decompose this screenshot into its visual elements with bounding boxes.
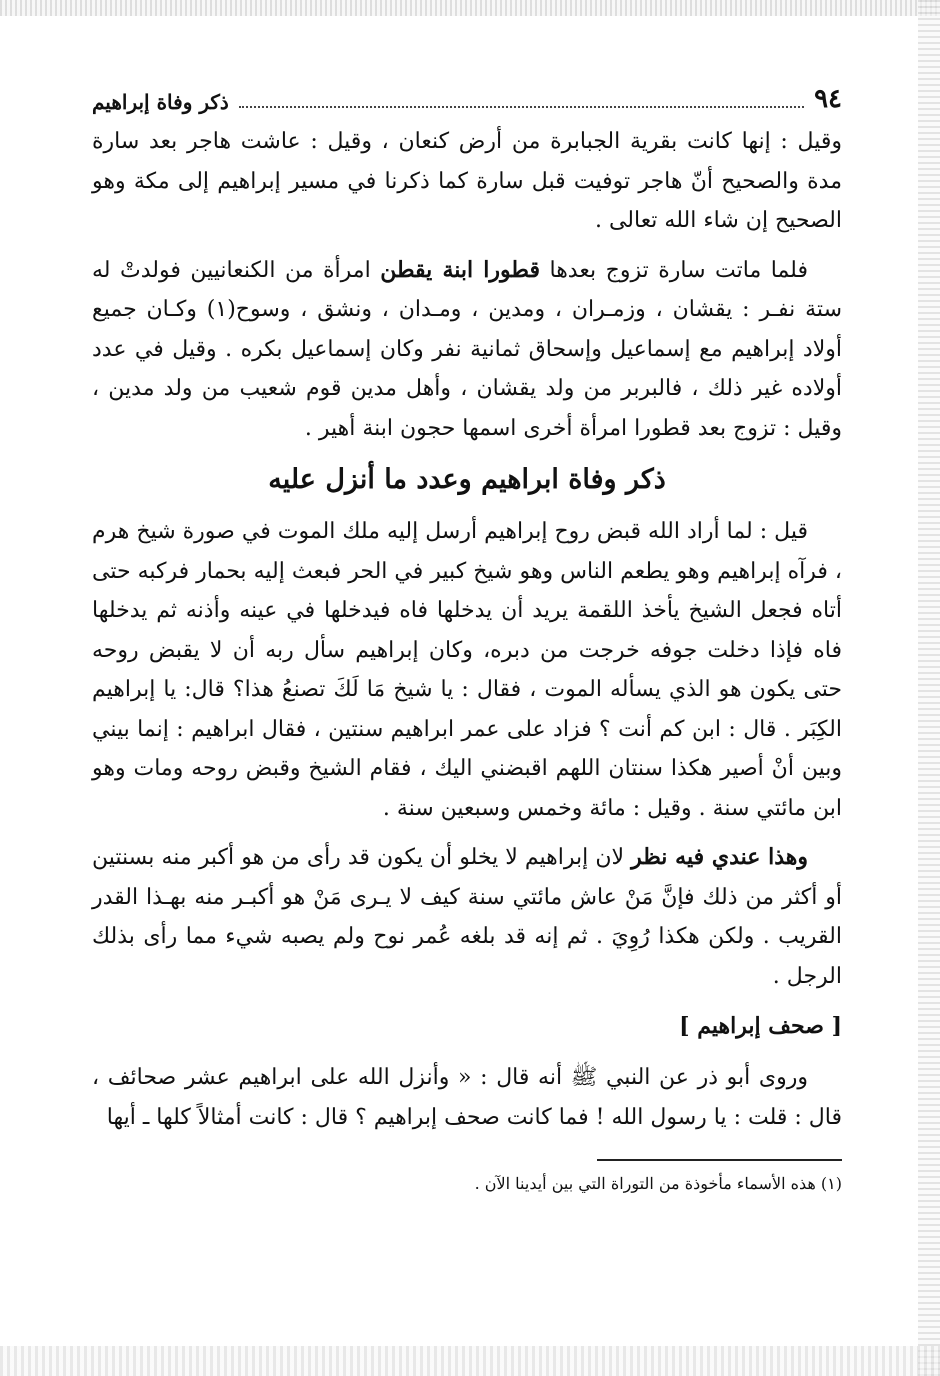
paragraph-author-comment <box>92 838 842 996</box>
paragraph-death-story: قيل : لما أراد الله قبض روح إبراهيم أرسل إليه ملك الموت في صورة شيخ هرم ، فرآه إبراهيم وهو يطعم الناس وهو شيخ كبير في الحر فبعث إليه بحمار فركبه حتى أتاه فجعل الشيخ يأخذ اللقمة يريد أن يدخلها فاه فيدخلها في عينه وأذنه ثم يدخلها فاه فإذا دخلت جوفه خرجت من دبره، وكان إبراهيم سأل ربه أن لا يقبض روحه حتى يكون هو الذي يسأله الموت ، فقال : يا شيخ مَا لَكَ تصنعُ هذا؟ قال: يا إبراهيم الكِبَر . قال : ابن كم أنت ؟ فزاد على عمر ابراهيم سنتين ، فقال ابراهيم : إنما بيني وبين أنْ أصير هكذا سنتان اللهم اقبضني اليك ، فقام الشيخ وقبض روحه ومات وهو ابن مائتي سنة . وقيل : مائة وخمس وسبعين سنة . <box>92 519 842 821</box>
paragraph-text: فلما ماتت سارة تزوج بعدها <box>539 257 808 283</box>
page-number: ٩٤ <box>814 84 842 114</box>
paragraph-qatura-marriage <box>92 251 842 449</box>
book-page <box>92 78 842 1197</box>
page-scan-border-bottom <box>0 1346 940 1376</box>
bold-name-qatura: قطورا ابنة يقطن <box>380 256 540 283</box>
bold-comment-lead: وهذا عندي فيه نظر <box>631 844 809 870</box>
subheading-scrolls: [ صحف إبراهيم ] <box>679 1013 842 1039</box>
section-heading: ذكر وفاة ابراهيم وعدد ما أنزل عليه <box>268 464 666 495</box>
page-scan-border-top <box>0 0 940 16</box>
page-scan-border-right <box>918 0 940 1376</box>
paragraph-scrolls-hadith: وروى أبو ذر عن النبي ﷺ أنه قال : « وأنزل الله على ابراهيم عشر صحائف ، قال : قلت : يا رسول الله ! فما كانت صحف إبراهيم ؟ قال : كانت أمثالاً كلها ـ أيها <box>92 1065 842 1130</box>
running-title: ذكر وفاة إبراهيم <box>92 90 229 114</box>
paragraph-text: امرأة من الكنعانيين فولدتْ له ستة نفـر : يقشان ، وزمـران ، ومدين ، ومـدان ، ونشق ، وسوح(١) وكـان جميع أولاد إبراهيم مع إسماعيل وإسحاق ثمانية نفر وكان إسماعيل بكره . وقيل في عدد أولاده غير ذلك ، فالبربر من ولد يقشان ، وأهل مدين قوم شعيب من ولد مدين ، وقيل : تزوج بعد قطورا امرأة أخرى اسمها حجون ابنة أهير . <box>92 257 843 441</box>
paragraph-text: لان إبراهيم لا يخلو أن يكون قد رأى من هو أكبر منه بسنتين أو أكثر من ذلك فإنَّ مَنْ عاش مائتي سنة كيف لا يـرى مَنْ هو أكبـر منه بهـذا القدر القريب . ولكن هكذا رُوِيَ . ثم إنه قد بلغه عُمر نوح ولم يصبه شيء مما رأى بذلك الرجل . <box>92 845 842 989</box>
header-dotted-leader <box>239 106 804 108</box>
page-header <box>92 78 842 114</box>
footnote-separator <box>597 1159 842 1161</box>
footnote: (١) هذه الأسماء مأخوذة من التوراة التي بين أيدينا الآن . <box>474 1174 842 1193</box>
paragraph-burial-place: وقيل : إنها كانت بقرية الجبابرة من أرض كنعان ، وقيل : عاشت هاجر بعد سارة مدة والصحيح أنّ هاجر توفيت قبل سارة كما ذكرنا في مسير إبراهيم إلى مكة وهو الصحيح إن شاء الله تعالى . <box>92 129 842 233</box>
